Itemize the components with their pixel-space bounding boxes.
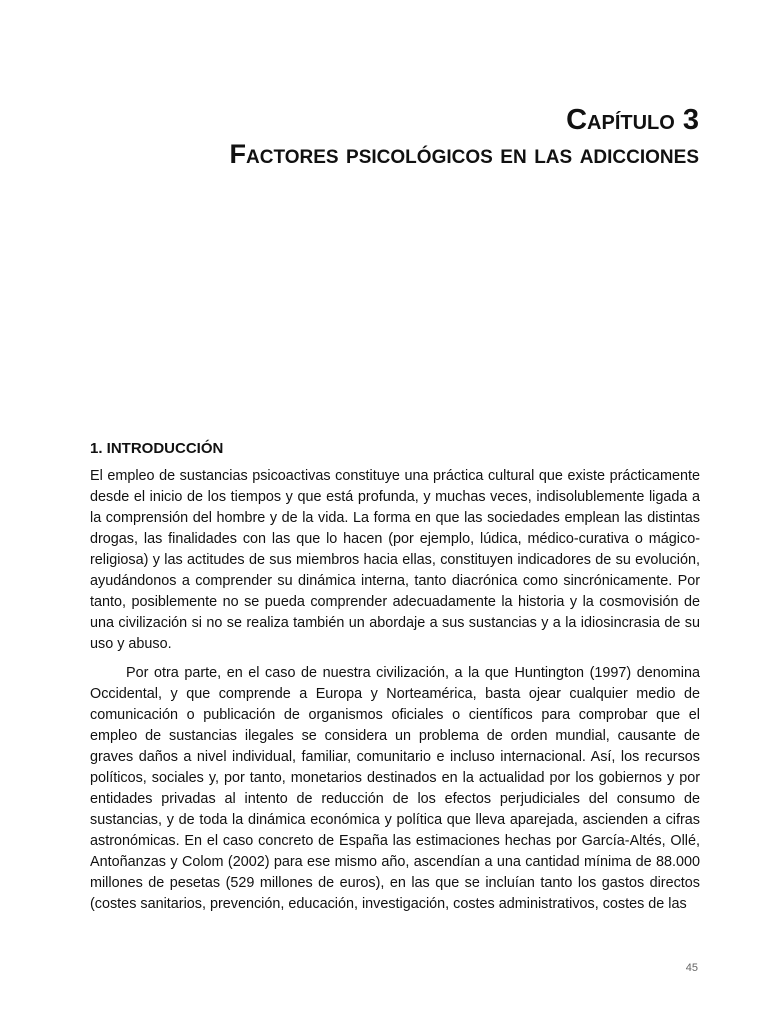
paragraph-1: El empleo de sustancias psicoactivas constituye una práctica cultural que existe prácticamente desde el inicio de los tiempos y que está profunda, y muchas veces, indisolublemente ligada a la comprensión del hombre y de la vida. La forma en que las sociedades emplean las distintas drogas, las finalidades con las que lo hacen (por ejemplo, lúdica, médico-curativa o mágico-religiosa) y las actitudes de sus miembros hacia ellas, constituyen indicadores de su evolución, ayudándonos a comprender su dinámica interna, tanto diacrónica como sincrónicamente. Por tanto, posiblemente no se pueda comprender adecuadamente la historia y la cosmovisión de una civilización si no se realiza también un abordaje a sus sustancias y a la idiosincrasia de su uso y abuso. xyxy=(90,468,700,652)
chapter-number: Capítulo 3 xyxy=(566,104,699,136)
chapter-header xyxy=(230,103,699,171)
paragraph-2: Por otra parte, en el caso de nuestra civilización, a la que Huntington (1997) denomina Occidental, y que comprende a Europa y Norteamérica, basta ojear cualquier medio de comunicación o publicación de organismos oficiales o científicos para comprobar que el empleo de sustancias ilegales se considera un problema de orden mundial, causante de graves daños a nivel individual, familiar, comunitario e incluso internacional. Así, los recursos políticos, sociales y, por tanto, monetarios destinados en la actualidad por los gobiernos y por entidades privadas al intento de reducción de los efectos perjudiciales del consumo de sustancias, y de toda la dinámica económica y política que lleva aparejada, ascienden a cifras astronómicas. En el caso concreto de España las estimaciones hechas por García-Altés, Ollé, Antoñanzas y Colom (2002) para ese mismo año, ascendían a una cantidad mínima de 88.000 millones de pesetas (529 millones de euros), en las que se incluían tanto los gastos directos (costes sanitarios, prevención, educación, investigación, costes administrativos, costes de las xyxy=(90,665,700,912)
section-heading: 1. INTRODUCCIÓN xyxy=(90,440,224,457)
section-content xyxy=(90,438,700,923)
page-number: 45 xyxy=(685,962,698,974)
chapter-title: Factores psicológicos en las adicciones xyxy=(229,139,699,169)
